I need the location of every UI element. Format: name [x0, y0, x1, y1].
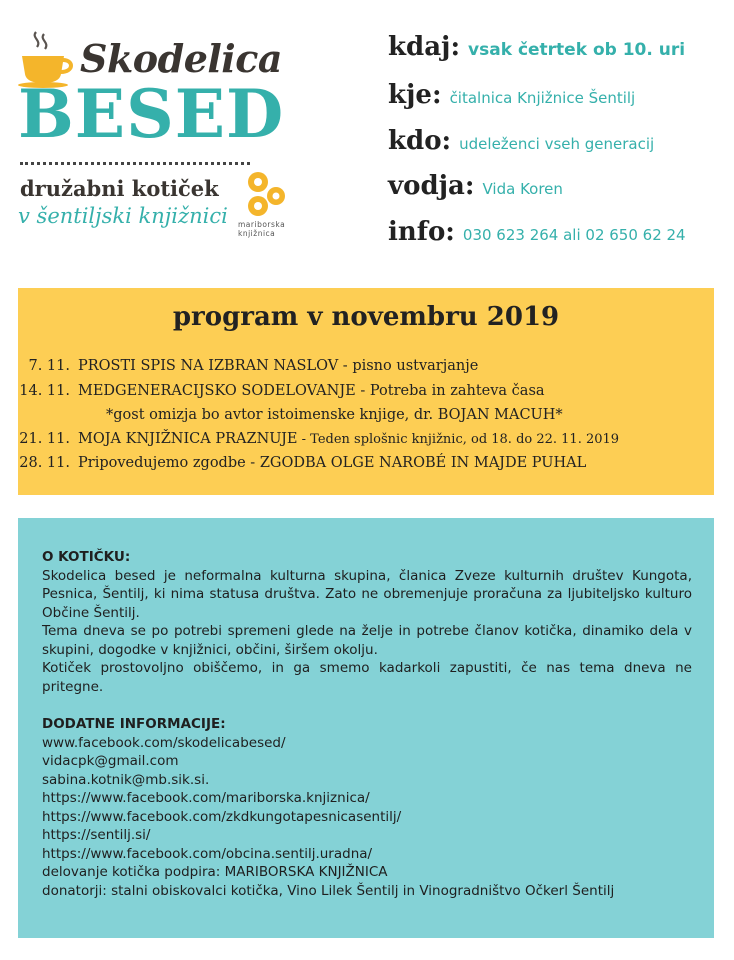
facebook-link[interactable]: https://www.facebook.com/mariborska.knjiznica/ [42, 790, 370, 806]
program-item-title: PROSTI SPIS NA IZBRAN NASLOV [78, 358, 339, 374]
info-value: 030 623 264 ali 02 650 62 24 [462, 226, 686, 244]
partner-name [238, 220, 285, 238]
facebook-link[interactable]: https://www.facebook.com/obcina.sentilj.uradna/ [42, 845, 373, 862]
program-item [18, 358, 478, 374]
program-date: 28. 11. [19, 455, 70, 471]
info-label: info: [388, 217, 455, 247]
info-value: čitalnica Knjižnice Šentilj [449, 89, 636, 107]
additional-info-heading: DODATNE INFORMACIJE: [42, 716, 226, 732]
website-link[interactable]: https://sentilj.si/ [42, 827, 151, 843]
program-item [18, 431, 619, 447]
program-item [18, 383, 545, 399]
program-item-note [106, 407, 563, 423]
info-where [388, 80, 728, 110]
about-panel [18, 518, 714, 938]
program-date: 7. 11. [28, 358, 70, 374]
event-logo [16, 26, 292, 258]
info-who [388, 126, 728, 156]
mariborska-knjiznica-logo [246, 168, 286, 220]
info-value: vsak četrtek ob 10. uri [468, 40, 686, 60]
program-item-desc: - Teden splošnic knjižnic, od 18. do 22. 11. 2019 [297, 432, 620, 447]
facebook-link[interactable]: www.facebook.com/skodelicabesed/ [42, 734, 286, 751]
program-date: 14. 11. [19, 383, 70, 399]
about-content [42, 548, 692, 900]
program-panel [18, 288, 714, 495]
partner-line-2: knjižnica [238, 229, 276, 238]
program-item-title: Pripovedujemo zgodbe [78, 455, 246, 471]
donors-line: donatorji: stalni obiskovalci kotička, Vino Lilek Šentilj in Vinogradništvo Očkerl Šentilj [42, 882, 615, 899]
email-link[interactable]: sabina.kotnik@mb.sik.si. [42, 771, 210, 788]
program-item-title: MEDGENERACIJSKO SODELOVANJE [78, 383, 356, 399]
partner-line-1: mariborska [238, 220, 286, 229]
program-item-desc: - Potreba in zahteva časa [355, 383, 545, 399]
info-when [388, 32, 728, 62]
logo-skodelica: Skodelica [80, 36, 282, 81]
about-paragraph: Skodelica besed je neformalna kulturna skupina, članica Zveze kulturnih društev Kungota, Pesnica, Šentilj, ki nima statusa društva. Zato ne obremenjuje proračuna za ljubiteljsko kulturo Občine Šentilj. [42, 567, 692, 621]
info-value: Vida Koren [482, 180, 563, 198]
program-item-desc: - pisno ustvarjanje [338, 358, 479, 374]
program-item-title: *gost omizja bo avtor istoimenske knjige, dr. BOJAN MACUH* [106, 407, 563, 423]
about-paragraph: Tema dneva se po potrebi spremeni glede na želje in potrebe članov kotička, dinamiko dela v skupini, dogodke v knjižnici, občini, širšem okolju. [42, 623, 692, 658]
info-contact [388, 217, 728, 247]
logo-tagline-1: družabni kotiček [20, 176, 219, 201]
info-label: vodja: [388, 171, 475, 201]
facebook-link[interactable]: https://www.facebook.com/zkdkungotapesnicasentilj/ [42, 808, 402, 825]
email-link[interactable]: vidacpk@gmail.com [42, 753, 179, 769]
program-item-title: MOJA KNJIŽNICA PRAZNUJE [78, 431, 298, 447]
program-title: program v novembru 2019 [172, 302, 560, 332]
supporter-line: delovanje kotička podpira: MARIBORSKA KNJIŽNICA [42, 864, 388, 880]
logo-besed: BESED [18, 75, 285, 153]
info-label: kdaj: [388, 32, 461, 62]
program-item-desc: - ZGODBA OLGE NAROBÉ IN MAJDE PUHAL [245, 455, 587, 471]
program-date: 21. 11. [19, 431, 70, 447]
about-heading: O KOTIČKU: [42, 549, 131, 565]
info-label: kje: [388, 80, 442, 110]
program-item [18, 455, 586, 471]
logo-tagline-2: v šentiljski knjižnici [18, 204, 228, 228]
info-value: udeleženci vseh generacij [459, 135, 655, 153]
dotted-divider [20, 162, 250, 165]
info-leader [388, 171, 728, 201]
about-paragraph: Kotiček prostovoljno obiščemo, in ga smemo kadarkoli zapustiti, če nas tema dneva ne pritegne. [42, 660, 692, 695]
info-label: kdo: [388, 126, 452, 156]
